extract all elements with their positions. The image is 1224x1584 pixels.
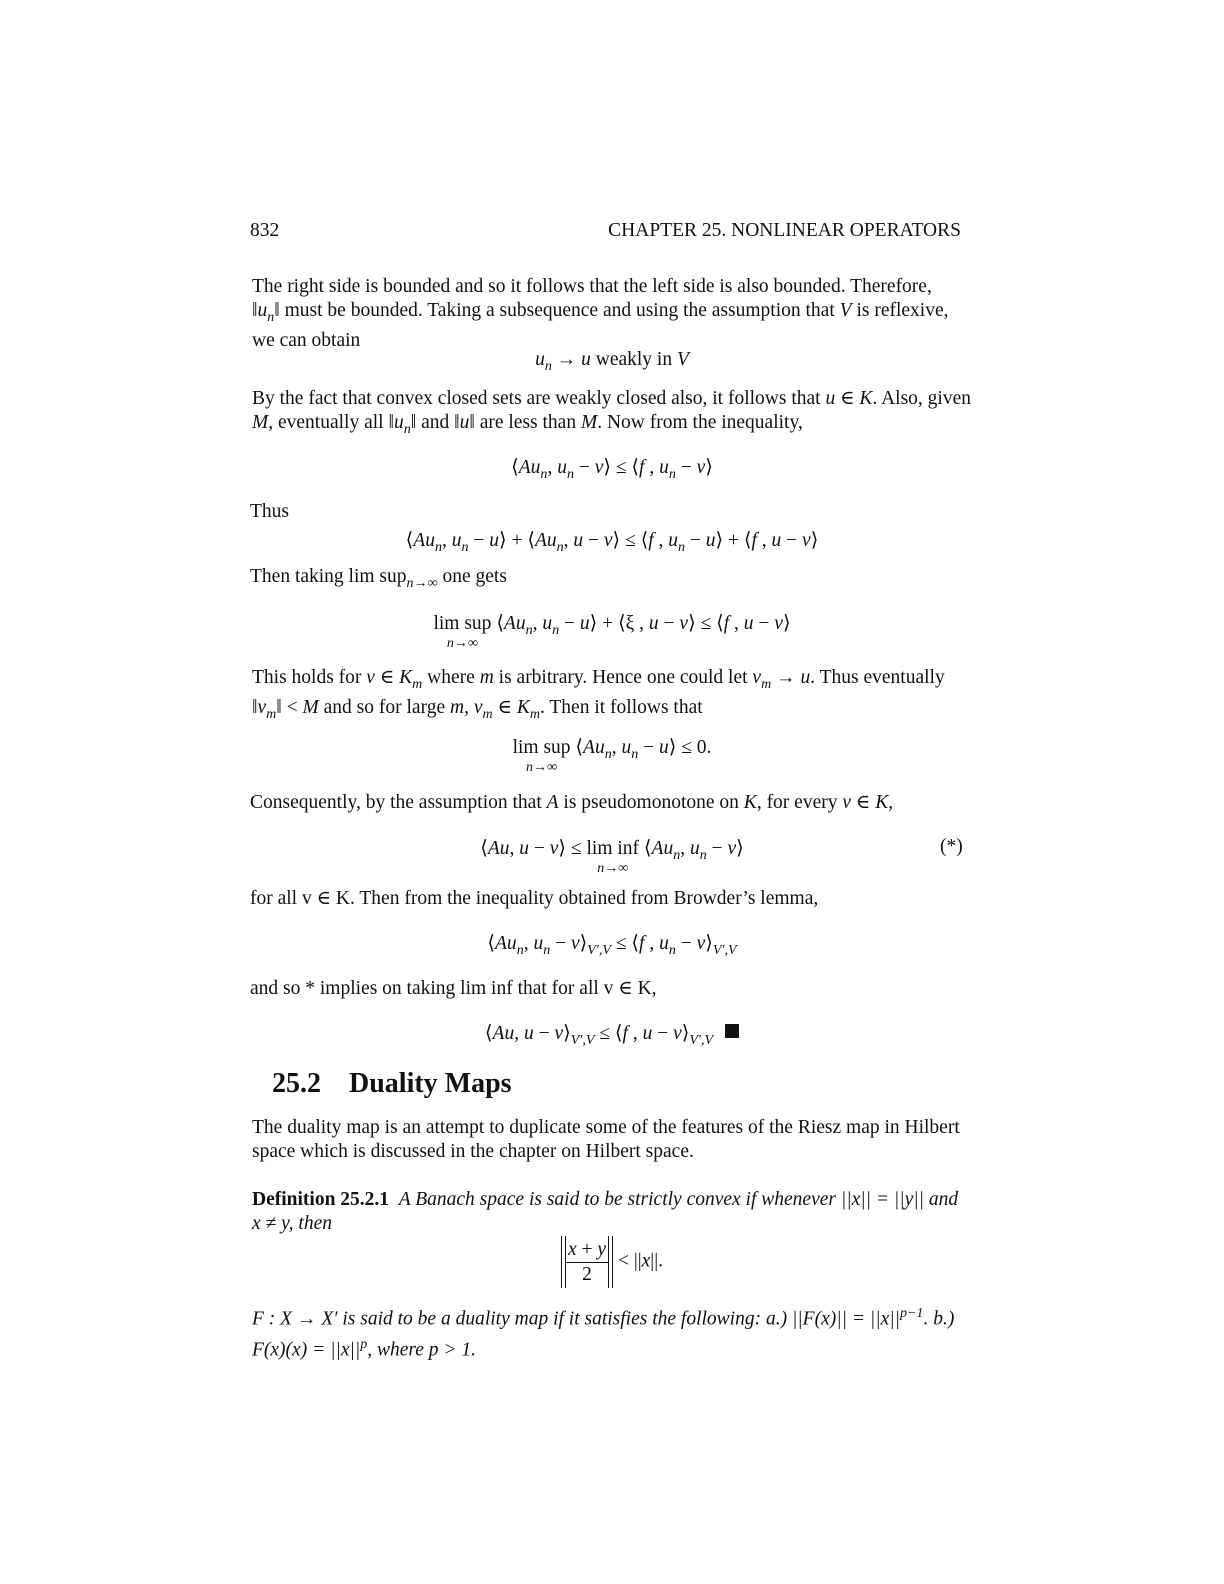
p3-line2: $‖v_m‖ < M$ and so for large m, $v_m$ ∈ $K_m$. Then it follows that (252, 696, 703, 722)
p2-text-b: . Also, given (872, 388, 972, 409)
weakly-in-text: weakly in (595, 349, 673, 370)
p7-line2: space which is discussed in the chapter on Hilbert space. (252, 1141, 694, 1162)
definition-text: A Banach space is said to be strictly convex if whenever ||x|| = ||y|| and (398, 1189, 959, 1210)
liminf-operator: lim inf n→∞ (586, 838, 640, 876)
paragraph-1 (252, 275, 972, 353)
running-title: CHAPTER 25. NONLINEAR OPERATORS (608, 220, 961, 241)
p3-text-c: is arbitrary. Hence one could let (498, 667, 748, 688)
page-number: 832 (250, 220, 280, 241)
limsup-subscript: n→∞ (406, 574, 438, 591)
equation-2: $⟨Au_n$, $u_n$ − u⟩ + $⟨Au_n$, u − v⟩ ≤ ⟨f , $u_n$ − u⟩ + ⟨f , u − v⟩ (405, 530, 819, 555)
p1-line1: The right side is bounded and so it follows that the left side is also bounded. Therefore, (252, 276, 932, 297)
equation-3: lim sup n→∞ $⟨Au_n$, $u_n$ − u⟩ + ⟨ξ , u − v⟩ ≤ ⟨f , u − v⟩ (433, 613, 791, 651)
p2-text-and: and (421, 412, 450, 433)
then-taking-line (250, 566, 507, 592)
p4-text-a: Consequently, by the assumption that (250, 792, 542, 813)
then-taking-text: Then taking lim sup (250, 566, 407, 587)
p2-line1: By the fact that convex closed sets are weakly closed also, it follows that u ∈ K. Also, given (252, 388, 972, 409)
p2-line2: M, eventually all $‖u_n‖$ and ‖u‖ are less than M. Now from the inequality, (252, 412, 803, 437)
section-number: 25.2 (272, 1068, 321, 1099)
paragraph-3 (252, 666, 972, 726)
limsup-operator: lim sup n→∞ (433, 613, 492, 651)
p1-line2: $‖u_n‖$ must be bounded. Taking a subsequence and using the assumption that V is reflexive, (252, 300, 949, 325)
paragraph-5: for all v ∈ K. Then from the inequality obtained from Browder’s lemma, (250, 888, 819, 909)
paragraph-6: and so * implies on taking lim inf that for all v ∈ K, (250, 978, 657, 999)
thus-label: Thus (250, 501, 289, 522)
p3-text-b: where (427, 667, 475, 688)
paragraph-2 (252, 387, 972, 441)
definition-block (252, 1188, 972, 1236)
p2-text-c: , eventually all (268, 412, 384, 433)
p1-line3: we can obtain (252, 329, 361, 351)
p7-line1: The duality map is an attempt to duplicate some of the features of the Riesz map in Hilbert (252, 1117, 960, 1138)
section-title: Duality Maps (349, 1068, 512, 1099)
p3-line1: This holds for v ∈ $K_m$ where m is arbitrary. Hence one could let $v_m \to u$. Thus eventually (252, 667, 945, 692)
p4-text-b: is pseudomonotone on (563, 792, 739, 813)
definition-label: Definition 25.2.1 (252, 1189, 390, 1210)
p3-text-f: . Then it follows that (539, 696, 703, 718)
equation-5: $⟨Au_n$, $u_n$ − $v⟩_{V',V}$ ≤ ⟨f , $u_n$ − $v⟩_{V',V}$ (487, 933, 737, 958)
p3-text-a: This holds for (252, 667, 362, 688)
duality-line2: $F(x)(x) = ||x||^p$, where p > 1. (252, 1335, 477, 1361)
p1-line2-end: is reflexive, (856, 300, 949, 321)
duality-map-definition (252, 1301, 972, 1362)
p2-text-e: . Now from the inequality, (597, 412, 803, 433)
one-gets-text: one gets (442, 566, 507, 587)
section-heading (272, 1068, 512, 1100)
p2-text-d: are less than (479, 412, 577, 433)
equation-6: ⟨Au, $u - v⟩_{V',V}$ ≤ ⟨f , $u - v⟩_{V',V}$ (252, 1021, 972, 1049)
paragraph-4: Consequently, by the assumption that A is pseudomonotone on K, for every v ∈ K, (250, 792, 894, 813)
qed-square-icon (725, 1024, 739, 1038)
definition-line1 (252, 1188, 972, 1212)
p3-text-e: and so for large (323, 696, 446, 718)
definition-line2: x ≠ y, then (252, 1213, 333, 1234)
equation-1: $⟨Au_n$, $u_n$ − v⟩ ≤ ⟨f , $u_n$ − v⟩ (511, 457, 713, 482)
equation-strict-convex: $\frac{x + y}{2}$ < ||x||. (252, 1236, 972, 1288)
equation-star: ⟨Au, u − v⟩ ≤ lim inf n→∞ $⟨Au_n$, $u_n$ − v⟩ (480, 838, 744, 876)
p3-text-d: . Thus eventually (810, 667, 945, 688)
p1-line2-text: must be bounded. Taking a subsequence and using the assumption that (284, 300, 835, 321)
p2-text-a: By the fact that convex closed sets are weakly closed also, it follows that (252, 388, 821, 409)
limsup-operator-2: lim sup n→∞ (512, 737, 571, 775)
duality-line1: F : X → X′ is said to be a duality map if it satisfies the following: a.) $||F(x)|| = ||x||^{p-1}$. b.) (252, 1305, 955, 1330)
equation-weak-convergence: $u_n \to u$ weakly in V (535, 349, 689, 374)
paragraph-7 (252, 1116, 972, 1164)
equation-tag-star: (*) (940, 836, 963, 857)
p4-text-c: , for every (756, 792, 838, 813)
equation-4: lim sup n→∞ $⟨Au_n$, $u_n$ − u⟩ ≤ 0. (512, 737, 712, 775)
